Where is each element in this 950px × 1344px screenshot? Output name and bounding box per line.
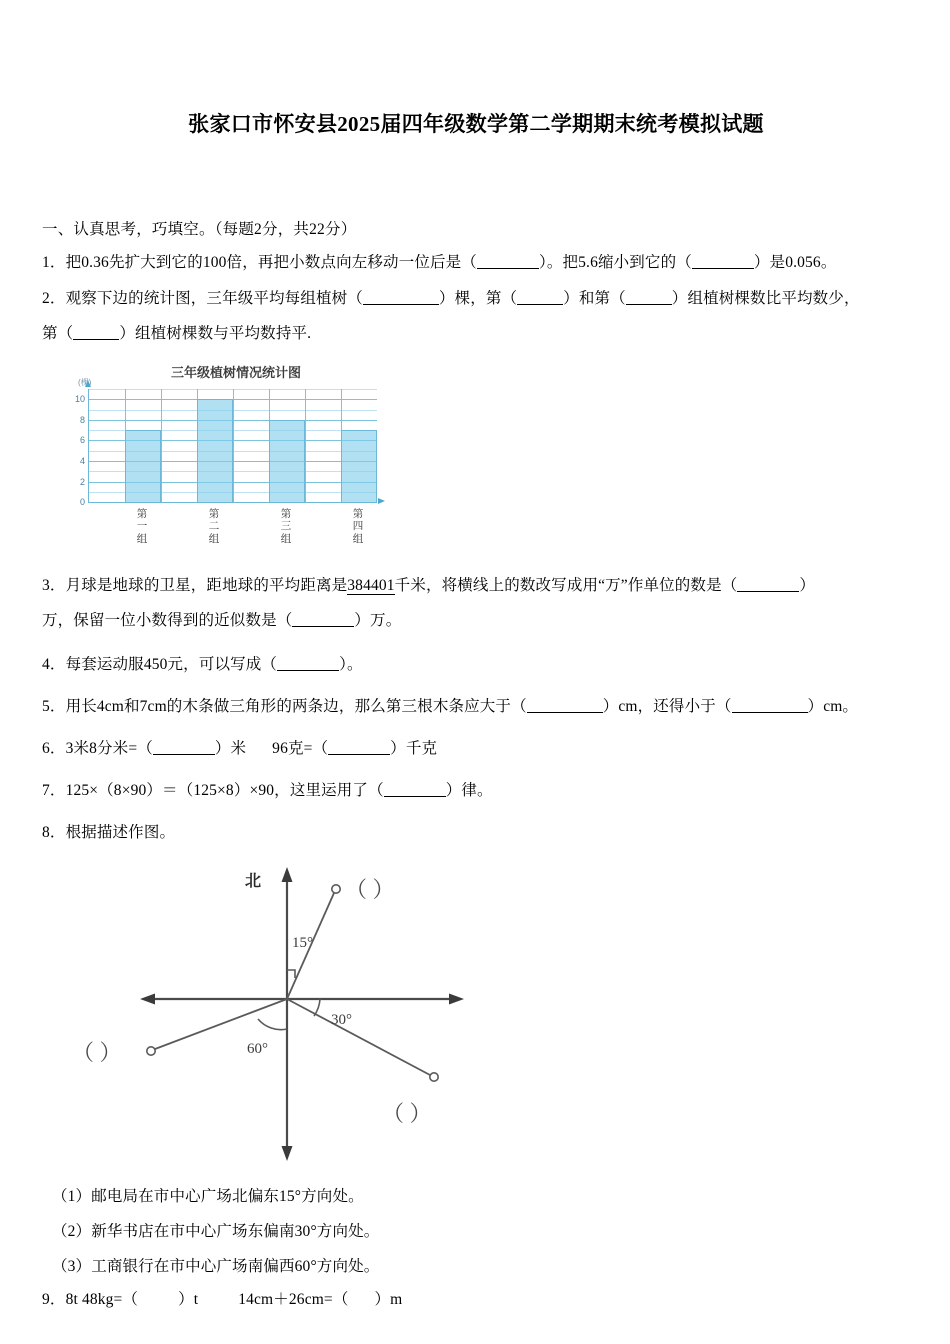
question-3-text-e: ）万。 — [354, 612, 402, 630]
page-title: 张家口市怀安县2025届四年级数学第二学期期末统考模拟试题 — [188, 112, 764, 136]
question-4-number: 4． — [42, 656, 66, 674]
answer-blank[interactable] — [692, 268, 754, 269]
question-7-number: 7． — [42, 782, 66, 800]
question-5-text-a: 用长4cm和7cm的木条做三角形的两条边，那么第三根木条应大于（ — [65, 698, 527, 716]
question-8-sub-2: （2）新华书店在市中心广场东偏南30°方向处。 — [52, 1223, 380, 1241]
question-7-text-a: 125×（8×90）＝（125×8）×90，这里运用了（ — [65, 782, 384, 800]
chart-plot-area — [74, 389, 377, 508]
angle-label-se: 30° — [331, 1012, 352, 1029]
question-6 — [42, 737, 910, 761]
x-tick-label: 第 一 组 — [136, 508, 148, 545]
x-tick-label: 第 三 组 — [280, 508, 292, 545]
question-9-text-b: ）t — [178, 1291, 199, 1309]
question-3 — [42, 574, 910, 598]
question-3-underlined-number: 384401 — [347, 577, 395, 595]
point-label-sw: （ ） — [72, 1040, 122, 1066]
y-tick-label: 4 — [79, 455, 85, 466]
question-2-line2 — [42, 322, 910, 346]
question-6-text-c: 96克=（ — [272, 740, 329, 758]
answer-blank[interactable] — [732, 712, 808, 713]
question-8-text: 根据描述作图。 — [65, 824, 176, 842]
question-3-text-d: 万，保留一位小数得到的近似数是（ — [42, 612, 293, 630]
answer-blank[interactable] — [328, 754, 390, 755]
north-arrowhead-icon — [282, 867, 293, 882]
question-2-text-d: ）组植树棵数比平均数少， — [671, 290, 860, 308]
south-arrowhead-icon — [282, 1146, 293, 1161]
answer-blank[interactable] — [737, 591, 799, 592]
west-arrowhead-icon — [140, 994, 155, 1005]
question-2-text-b: ）棵，第（ — [438, 290, 518, 308]
question-8-sub-3: （3）工商银行在市中心广场南偏西60°方向处。 — [52, 1258, 380, 1276]
chart-unit-label: (棵) — [78, 378, 92, 388]
question-2 — [42, 287, 910, 311]
question-4-text-b: ）。 — [339, 656, 363, 674]
angle-mark-sw — [258, 1019, 287, 1030]
y-tick-label: 8 — [79, 414, 85, 425]
angle-label-ne: 15° — [292, 935, 313, 952]
question-9-number: 9． — [42, 1291, 66, 1309]
question-1 — [42, 251, 910, 275]
point-label-se: （ ） — [382, 1101, 432, 1127]
question-2-text-c: ）和第（ — [563, 290, 626, 308]
question-7 — [42, 779, 910, 803]
section-heading: 一、认真思考，巧填空。（每题2分，共22分） — [42, 221, 357, 238]
ray-southeast — [287, 999, 430, 1075]
question-3-text-a: 月球是地球的卫星，距地球的平均距离是 — [65, 577, 348, 595]
point-southeast — [430, 1073, 438, 1081]
y-tick-label: 10 — [74, 394, 85, 405]
compass-svg — [42, 853, 542, 1171]
x-tick-label: 第 四 组 — [352, 508, 364, 545]
angle-mark-ne — [287, 970, 295, 978]
chart-title: 三年级植树情况统计图 — [170, 365, 301, 381]
question-1-text-c: ）是0.056。 — [753, 254, 837, 271]
document-body — [42, 0, 910, 1312]
question-9-text-d: ）m — [374, 1291, 403, 1309]
question-6-text-b: ）米 — [214, 740, 247, 758]
question-5-text-b: ）cm，还得小于（ — [602, 698, 732, 716]
point-label-ne: （ ） — [345, 877, 395, 903]
question-2-text-e: 第（ — [42, 325, 74, 343]
question-4-text-a: 每套运动服450元，可以写成（ — [65, 656, 278, 674]
north-label: 北 — [245, 873, 262, 891]
question-2-text-f: ）组植树棵数与平均数持平. — [119, 325, 312, 343]
question-3-number: 3． — [42, 577, 66, 595]
answer-blank[interactable] — [477, 268, 539, 269]
x-tick-label: 第 二 组 — [208, 508, 220, 545]
answer-blank[interactable] — [292, 626, 354, 627]
question-1-text-b: ）。把5.6缩小到它的（ — [538, 254, 692, 271]
question-5-number: 5． — [42, 698, 66, 716]
answer-blank[interactable] — [626, 304, 672, 305]
x-axis-arrow-icon — [378, 498, 385, 504]
question-3-text-b: 千米，将横线上的数改写成用“万”作单位的数是（ — [394, 577, 738, 595]
angle-mark-se — [314, 999, 320, 1016]
question-5-text-c: ）cm。 — [807, 698, 859, 716]
question-9-text-a: 8t 48kg=（ — [65, 1291, 139, 1309]
y-tick-label: 0 — [79, 497, 85, 508]
question-1-text-a: 把0.36先扩大到它的100倍，再把小数点向左移动一位后是（ — [65, 254, 477, 271]
chart-y-axis-ticks — [74, 389, 377, 508]
answer-blank[interactable] — [517, 304, 563, 305]
y-tick-label: 6 — [79, 435, 85, 446]
answer-blank[interactable] — [153, 754, 215, 755]
question-4 — [42, 653, 910, 677]
answer-blank[interactable] — [527, 712, 603, 713]
point-northeast — [332, 885, 340, 893]
question-9 — [42, 1288, 910, 1312]
question-2-number: 2． — [42, 290, 66, 308]
answer-blank[interactable] — [277, 670, 339, 671]
question-7-text-b: ）律。 — [445, 782, 493, 800]
question-6-text-a: 3米8分米=（ — [65, 740, 153, 758]
question-2-text-a: 观察下边的统计图，三年级平均每组植树（ — [65, 290, 363, 308]
y-axis-arrow-icon — [85, 380, 91, 387]
question-6-number: 6． — [42, 740, 66, 758]
angle-label-sw: 60° — [247, 1041, 268, 1058]
answer-blank[interactable] — [384, 796, 446, 797]
question-9-text-c: 14cm＋26cm=（ — [238, 1291, 349, 1309]
question-1-number: 1． — [42, 254, 66, 271]
question-5 — [42, 695, 910, 719]
question-3-line2 — [42, 609, 910, 633]
question-6-text-d: ）千克 — [390, 740, 438, 758]
y-tick-label: 2 — [79, 476, 85, 487]
point-southwest — [147, 1047, 155, 1055]
compass-direction-figure — [42, 853, 542, 1171]
question-8-number: 8． — [42, 824, 66, 842]
question-8-sub-1: （1）邮电局在市中心广场北偏东15°方向处。 — [52, 1188, 364, 1206]
east-arrowhead-icon — [449, 994, 464, 1005]
bar-chart-figure — [56, 362, 406, 552]
answer-blank[interactable] — [73, 339, 119, 340]
answer-blank[interactable] — [363, 304, 439, 305]
question-3-text-c: ） — [799, 577, 816, 595]
question-8 — [42, 821, 910, 845]
